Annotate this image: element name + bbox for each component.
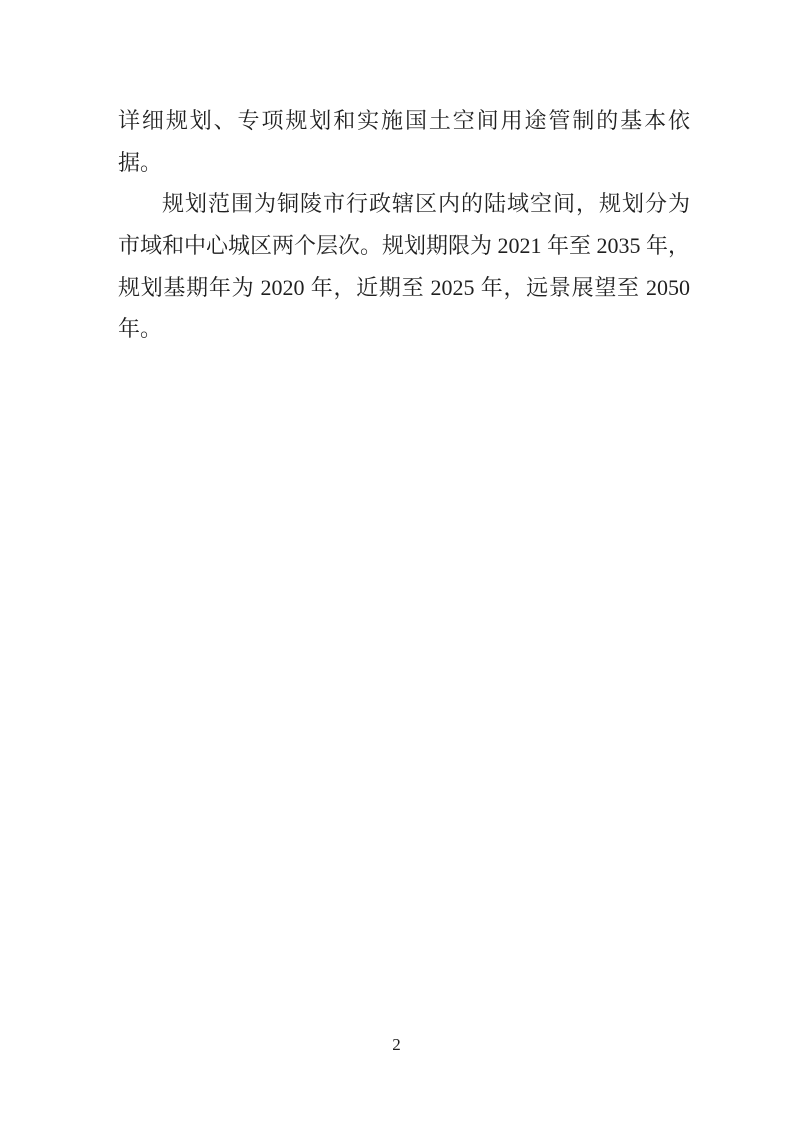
page-number: 2 — [392, 1035, 401, 1054]
text-line: 市域和中心城区两个层次。规划期限为 2021 年至 2035 年， — [118, 233, 691, 259]
page-footer — [0, 1035, 793, 1055]
page-body-text — [118, 100, 690, 350]
text-line: 规划范围为铜陵市行政辖区内的陆域空间，规划分为 — [162, 191, 690, 217]
text-line: 详细规划、专项规划和实施国土空间用途管制的基本依 — [118, 108, 690, 133]
text-line: 据。 — [118, 149, 163, 175]
text-line: 规划基期年为 2020 年，近期至 2025 年，远景展望至 2050 — [118, 274, 690, 300]
text-line: 年。 — [118, 316, 163, 342]
paragraph — [118, 100, 690, 183]
paragraph — [118, 183, 690, 350]
